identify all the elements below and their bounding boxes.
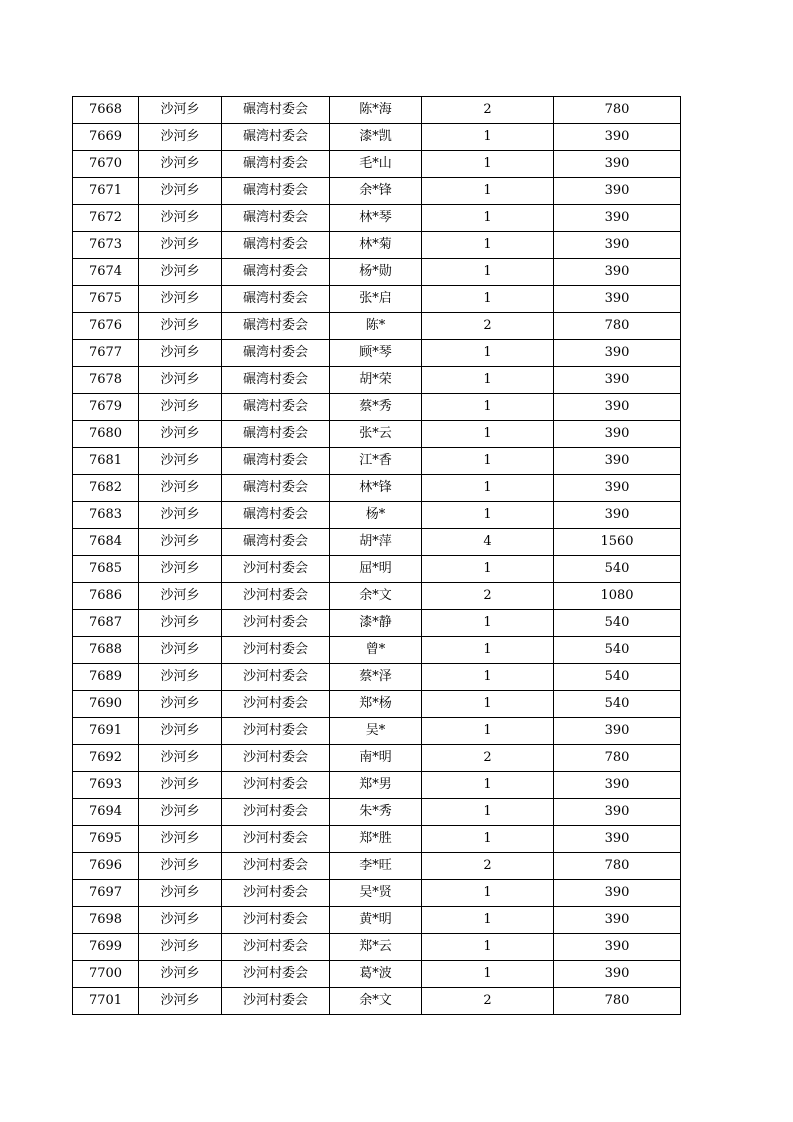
name-cell: 曾*	[330, 637, 422, 664]
count-cell: 1	[422, 286, 554, 313]
name-cell: 黄*明	[330, 907, 422, 934]
row-number-cell: 7669	[73, 124, 139, 151]
township-cell: 沙河乡	[139, 340, 222, 367]
count-cell: 1	[422, 502, 554, 529]
row-number-cell: 7685	[73, 556, 139, 583]
name-cell: 吴*贤	[330, 880, 422, 907]
amount-cell: 390	[554, 205, 681, 232]
table-row	[73, 286, 681, 313]
village-committee-cell: 沙河村委会	[222, 691, 330, 718]
township-cell: 沙河乡	[139, 286, 222, 313]
row-number-cell: 7689	[73, 664, 139, 691]
count-cell: 1	[422, 367, 554, 394]
village-committee-cell: 沙河村委会	[222, 610, 330, 637]
row-number-cell: 7671	[73, 178, 139, 205]
name-cell: 余*文	[330, 988, 422, 1015]
row-number-cell: 7692	[73, 745, 139, 772]
table-row	[73, 448, 681, 475]
name-cell: 屈*明	[330, 556, 422, 583]
amount-cell: 1560	[554, 529, 681, 556]
row-number-cell: 7683	[73, 502, 139, 529]
amount-cell: 390	[554, 367, 681, 394]
village-committee-cell: 沙河村委会	[222, 880, 330, 907]
count-cell: 1	[422, 961, 554, 988]
table-row	[73, 367, 681, 394]
township-cell: 沙河乡	[139, 475, 222, 502]
row-number-cell: 7694	[73, 799, 139, 826]
village-committee-cell: 沙河村委会	[222, 799, 330, 826]
table-row	[73, 556, 681, 583]
table-row	[73, 583, 681, 610]
count-cell: 1	[422, 394, 554, 421]
amount-cell: 390	[554, 907, 681, 934]
name-cell: 陈*	[330, 313, 422, 340]
village-committee-cell: 沙河村委会	[222, 583, 330, 610]
count-cell: 1	[422, 205, 554, 232]
village-committee-cell: 沙河村委会	[222, 556, 330, 583]
township-cell: 沙河乡	[139, 772, 222, 799]
row-number-cell: 7696	[73, 853, 139, 880]
name-cell: 葛*波	[330, 961, 422, 988]
village-committee-cell: 碾湾村委会	[222, 502, 330, 529]
row-number-cell: 7691	[73, 718, 139, 745]
township-cell: 沙河乡	[139, 853, 222, 880]
village-committee-cell: 沙河村委会	[222, 988, 330, 1015]
village-committee-cell: 碾湾村委会	[222, 448, 330, 475]
village-committee-cell: 碾湾村委会	[222, 286, 330, 313]
village-committee-cell: 沙河村委会	[222, 826, 330, 853]
township-cell: 沙河乡	[139, 610, 222, 637]
township-cell: 沙河乡	[139, 421, 222, 448]
table-row	[73, 907, 681, 934]
village-committee-cell: 沙河村委会	[222, 934, 330, 961]
village-committee-cell: 碾湾村委会	[222, 340, 330, 367]
village-committee-cell: 碾湾村委会	[222, 313, 330, 340]
row-number-cell: 7680	[73, 421, 139, 448]
count-cell: 1	[422, 934, 554, 961]
row-number-cell: 7678	[73, 367, 139, 394]
table-row	[73, 988, 681, 1015]
township-cell: 沙河乡	[139, 394, 222, 421]
table-row	[73, 610, 681, 637]
amount-cell: 390	[554, 232, 681, 259]
amount-cell: 780	[554, 313, 681, 340]
village-committee-cell: 碾湾村委会	[222, 151, 330, 178]
village-committee-cell: 沙河村委会	[222, 664, 330, 691]
table-row	[73, 259, 681, 286]
row-number-cell: 7673	[73, 232, 139, 259]
village-committee-cell: 碾湾村委会	[222, 97, 330, 124]
name-cell: 江*香	[330, 448, 422, 475]
table-row	[73, 826, 681, 853]
count-cell: 1	[422, 664, 554, 691]
row-number-cell: 7675	[73, 286, 139, 313]
name-cell: 余*文	[330, 583, 422, 610]
township-cell: 沙河乡	[139, 691, 222, 718]
row-number-cell: 7690	[73, 691, 139, 718]
row-number-cell: 7697	[73, 880, 139, 907]
table-row	[73, 502, 681, 529]
count-cell: 1	[422, 259, 554, 286]
count-cell: 2	[422, 583, 554, 610]
name-cell: 吴*	[330, 718, 422, 745]
count-cell: 1	[422, 772, 554, 799]
amount-cell: 390	[554, 934, 681, 961]
table-row	[73, 205, 681, 232]
township-cell: 沙河乡	[139, 907, 222, 934]
village-committee-cell: 碾湾村委会	[222, 259, 330, 286]
amount-cell: 390	[554, 718, 681, 745]
name-cell: 胡*萍	[330, 529, 422, 556]
row-number-cell: 7679	[73, 394, 139, 421]
township-cell: 沙河乡	[139, 205, 222, 232]
name-cell: 郑*男	[330, 772, 422, 799]
township-cell: 沙河乡	[139, 664, 222, 691]
table-row	[73, 799, 681, 826]
village-committee-cell: 沙河村委会	[222, 853, 330, 880]
township-cell: 沙河乡	[139, 124, 222, 151]
table-row	[73, 853, 681, 880]
row-number-cell: 7686	[73, 583, 139, 610]
count-cell: 1	[422, 799, 554, 826]
table-row	[73, 880, 681, 907]
township-cell: 沙河乡	[139, 799, 222, 826]
amount-cell: 540	[554, 556, 681, 583]
amount-cell: 390	[554, 421, 681, 448]
table-row	[73, 691, 681, 718]
row-number-cell: 7668	[73, 97, 139, 124]
count-cell: 1	[422, 718, 554, 745]
row-number-cell: 7688	[73, 637, 139, 664]
village-committee-cell: 碾湾村委会	[222, 475, 330, 502]
name-cell: 杨*	[330, 502, 422, 529]
township-cell: 沙河乡	[139, 502, 222, 529]
name-cell: 张*启	[330, 286, 422, 313]
row-number-cell: 7677	[73, 340, 139, 367]
amount-cell: 780	[554, 97, 681, 124]
count-cell: 1	[422, 124, 554, 151]
table-row	[73, 961, 681, 988]
table-row	[73, 664, 681, 691]
amount-cell: 390	[554, 151, 681, 178]
township-cell: 沙河乡	[139, 97, 222, 124]
village-committee-cell: 碾湾村委会	[222, 124, 330, 151]
count-cell: 1	[422, 556, 554, 583]
township-cell: 沙河乡	[139, 232, 222, 259]
amount-cell: 390	[554, 340, 681, 367]
amount-cell: 390	[554, 286, 681, 313]
row-number-cell: 7676	[73, 313, 139, 340]
name-cell: 杨*勋	[330, 259, 422, 286]
table-row	[73, 934, 681, 961]
table-row	[73, 529, 681, 556]
count-cell: 4	[422, 529, 554, 556]
village-committee-cell: 沙河村委会	[222, 637, 330, 664]
village-committee-cell: 碾湾村委会	[222, 394, 330, 421]
township-cell: 沙河乡	[139, 556, 222, 583]
name-cell: 蔡*泽	[330, 664, 422, 691]
count-cell: 1	[422, 232, 554, 259]
name-cell: 毛*山	[330, 151, 422, 178]
village-committee-cell: 碾湾村委会	[222, 205, 330, 232]
amount-cell: 390	[554, 178, 681, 205]
amount-cell: 540	[554, 691, 681, 718]
name-cell: 郑*云	[330, 934, 422, 961]
township-cell: 沙河乡	[139, 934, 222, 961]
township-cell: 沙河乡	[139, 961, 222, 988]
amount-cell: 780	[554, 988, 681, 1015]
row-number-cell: 7682	[73, 475, 139, 502]
amount-cell: 390	[554, 259, 681, 286]
count-cell: 1	[422, 448, 554, 475]
township-cell: 沙河乡	[139, 826, 222, 853]
amount-cell: 390	[554, 826, 681, 853]
township-cell: 沙河乡	[139, 988, 222, 1015]
table-row	[73, 745, 681, 772]
name-cell: 漆*凯	[330, 124, 422, 151]
row-number-cell: 7687	[73, 610, 139, 637]
row-number-cell: 7693	[73, 772, 139, 799]
amount-cell: 390	[554, 772, 681, 799]
name-cell: 林*琴	[330, 205, 422, 232]
amount-cell: 390	[554, 880, 681, 907]
name-cell: 蔡*秀	[330, 394, 422, 421]
amount-cell: 390	[554, 124, 681, 151]
amount-cell: 390	[554, 475, 681, 502]
count-cell: 1	[422, 178, 554, 205]
data-table	[72, 96, 681, 1015]
row-number-cell: 7684	[73, 529, 139, 556]
township-cell: 沙河乡	[139, 583, 222, 610]
name-cell: 陈*海	[330, 97, 422, 124]
township-cell: 沙河乡	[139, 259, 222, 286]
table-row	[73, 718, 681, 745]
name-cell: 郑*胜	[330, 826, 422, 853]
name-cell: 李*旺	[330, 853, 422, 880]
row-number-cell: 7699	[73, 934, 139, 961]
amount-cell: 390	[554, 799, 681, 826]
township-cell: 沙河乡	[139, 448, 222, 475]
table-row	[73, 178, 681, 205]
township-cell: 沙河乡	[139, 313, 222, 340]
village-committee-cell: 沙河村委会	[222, 961, 330, 988]
count-cell: 1	[422, 880, 554, 907]
table-row	[73, 97, 681, 124]
count-cell: 1	[422, 421, 554, 448]
amount-cell: 540	[554, 610, 681, 637]
count-cell: 1	[422, 340, 554, 367]
village-committee-cell: 碾湾村委会	[222, 529, 330, 556]
amount-cell: 390	[554, 961, 681, 988]
village-committee-cell: 沙河村委会	[222, 772, 330, 799]
name-cell: 朱*秀	[330, 799, 422, 826]
name-cell: 漆*静	[330, 610, 422, 637]
row-number-cell: 7674	[73, 259, 139, 286]
row-number-cell: 7681	[73, 448, 139, 475]
village-committee-cell: 碾湾村委会	[222, 421, 330, 448]
count-cell: 1	[422, 637, 554, 664]
table-row	[73, 232, 681, 259]
township-cell: 沙河乡	[139, 367, 222, 394]
name-cell: 林*菊	[330, 232, 422, 259]
table-row	[73, 421, 681, 448]
count-cell: 2	[422, 745, 554, 772]
amount-cell: 390	[554, 448, 681, 475]
amount-cell: 540	[554, 637, 681, 664]
count-cell: 1	[422, 907, 554, 934]
village-committee-cell: 碾湾村委会	[222, 232, 330, 259]
township-cell: 沙河乡	[139, 178, 222, 205]
village-committee-cell: 碾湾村委会	[222, 367, 330, 394]
row-number-cell: 7700	[73, 961, 139, 988]
count-cell: 2	[422, 313, 554, 340]
name-cell: 郑*杨	[330, 691, 422, 718]
row-number-cell: 7695	[73, 826, 139, 853]
table-row	[73, 475, 681, 502]
amount-cell: 780	[554, 745, 681, 772]
village-committee-cell: 沙河村委会	[222, 745, 330, 772]
table-row	[73, 772, 681, 799]
table-row	[73, 313, 681, 340]
table-row	[73, 124, 681, 151]
count-cell: 1	[422, 475, 554, 502]
count-cell: 1	[422, 151, 554, 178]
name-cell: 林*锋	[330, 475, 422, 502]
village-committee-cell: 沙河村委会	[222, 718, 330, 745]
count-cell: 1	[422, 826, 554, 853]
table-body	[73, 97, 681, 1015]
amount-cell: 1080	[554, 583, 681, 610]
township-cell: 沙河乡	[139, 529, 222, 556]
township-cell: 沙河乡	[139, 151, 222, 178]
name-cell: 南*明	[330, 745, 422, 772]
township-cell: 沙河乡	[139, 637, 222, 664]
count-cell: 2	[422, 988, 554, 1015]
township-cell: 沙河乡	[139, 745, 222, 772]
table-row	[73, 151, 681, 178]
row-number-cell: 7701	[73, 988, 139, 1015]
row-number-cell: 7670	[73, 151, 139, 178]
count-cell: 2	[422, 853, 554, 880]
row-number-cell: 7672	[73, 205, 139, 232]
name-cell: 余*锋	[330, 178, 422, 205]
village-committee-cell: 碾湾村委会	[222, 178, 330, 205]
name-cell: 胡*荣	[330, 367, 422, 394]
village-committee-cell: 沙河村委会	[222, 907, 330, 934]
count-cell: 1	[422, 610, 554, 637]
table-row	[73, 340, 681, 367]
township-cell: 沙河乡	[139, 718, 222, 745]
amount-cell: 540	[554, 664, 681, 691]
amount-cell: 780	[554, 853, 681, 880]
table-row	[73, 637, 681, 664]
count-cell: 1	[422, 691, 554, 718]
count-cell: 2	[422, 97, 554, 124]
name-cell: 顾*琴	[330, 340, 422, 367]
amount-cell: 390	[554, 394, 681, 421]
table-row	[73, 394, 681, 421]
township-cell: 沙河乡	[139, 880, 222, 907]
row-number-cell: 7698	[73, 907, 139, 934]
amount-cell: 390	[554, 502, 681, 529]
name-cell: 张*云	[330, 421, 422, 448]
